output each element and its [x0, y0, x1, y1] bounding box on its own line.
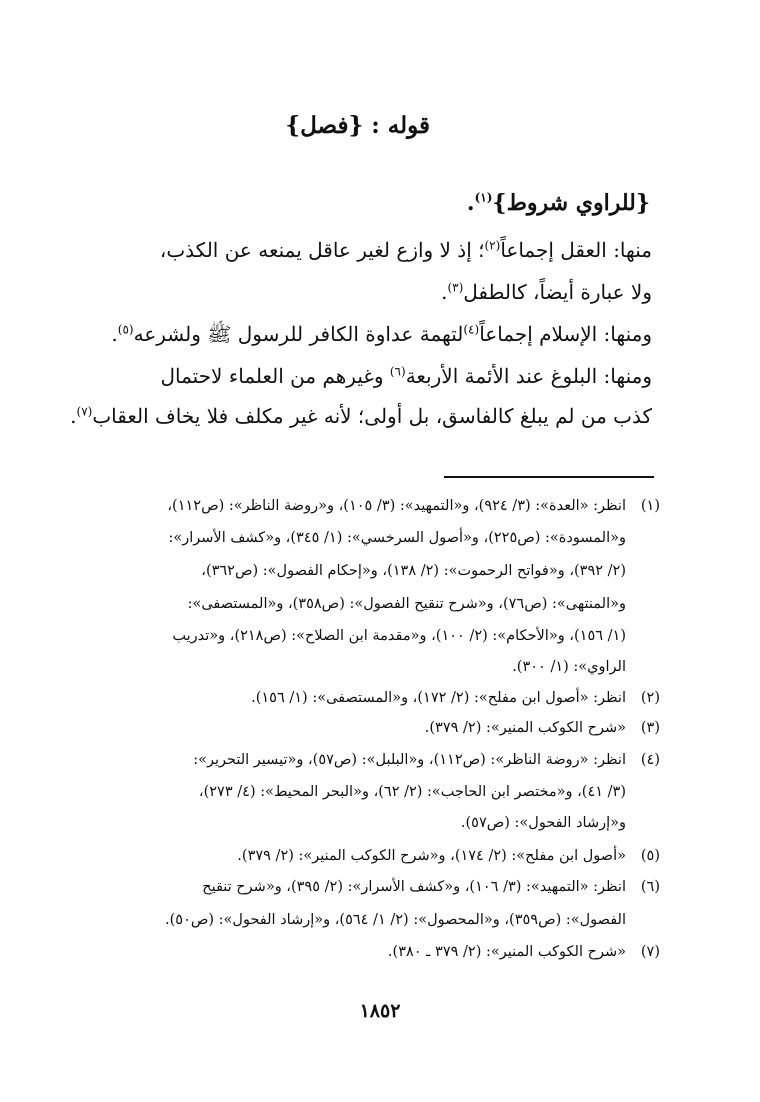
footnote-line: و«إرشاد الفحول»: (ص٥٧). [460, 815, 626, 831]
footnote-line: «شرح الكوكب المنير»: (٢/ ٣٧٩). [424, 720, 626, 736]
footnote-line: (٢/ ٣٩٢)، و«فواتح الرحموت»: (٢/ ١٣٨)، و«إحكام الفصول»: (ص٣٦٢)، [201, 563, 626, 579]
body-line [100, 238, 652, 262]
footnote-number: (٢) [640, 690, 660, 706]
body-text: لتهمة عداوة الكافر للرسول ﷺ ولشرعه [133, 322, 464, 346]
footnote-ref: (٧) [76, 404, 93, 419]
body-text: منها: العقل إجماعاً [500, 238, 652, 262]
footnote-number: (١) [640, 498, 660, 514]
footnote-line: الراوي»: (١/ ٣٠٠). [512, 659, 626, 675]
body-line [100, 280, 652, 304]
page-number: ١٨٥٢ [359, 1000, 401, 1022]
footnote-ref: (٤) [463, 322, 480, 337]
footnote-number: (٣) [640, 720, 660, 736]
footnote-line: انظر: «روضة الناظر»: (ص١١٢)، و«البلبل»: (ص٥٧)، و«تيسير التحرير»: [193, 752, 626, 768]
footnote-number: (٧) [640, 944, 660, 960]
footnote-separator [444, 476, 654, 478]
footnote-line: انظر: «العدة»: (٣/ ٩٢٤)، و«التمهيد»: (٣/ ١٠٥)، و«روضة الناظر»: (ص١١٢)، [167, 498, 626, 514]
subheading-text: {للراوي شروط} [492, 190, 650, 216]
section-subheading [150, 190, 650, 216]
body-text: . [441, 280, 448, 304]
footnote-ref: (٥) [117, 322, 134, 337]
footnote-line: الفصول»: (ص٣٥٩)، و«المحصول»: (٢/ ١/ ٥٦٤)، و«إرشاد الفحول»: (ص٥٠). [165, 912, 626, 928]
body-text: . [70, 404, 77, 428]
footnote-line: «أصول ابن مفلح»: (٢/ ١٧٤)، و«شرح الكوكب المنير»: (٢/ ٣٧٩). [237, 848, 626, 864]
footnote-line: و«المسودة»: (ص٢٢٥)، و«أصول السرخسي»: (١/ ٣٤٥)، و«كشف الأسرار»: [168, 530, 626, 546]
body-text: ومنها: الإسلام إجماعاً [479, 322, 652, 346]
footnote-line: و«المنتهى»: (ص٧٦)، و«شرح تنقيح الفصول»: (ص٣٥٨)، و«المستصفى»: [187, 596, 626, 612]
footnote-line: انظر: «أصول ابن مفلح»: (٢/ ١٧٢)، و«المستصفى»: (١/ ١٥٦). [251, 690, 626, 706]
section-heading: قوله : {فصل} [285, 112, 430, 139]
body-text: كذب من لم يبلغ كالفاسق، بل أولى؛ لأنه غير مكلف فلا يخاف العقاب [92, 404, 652, 428]
body-text: ولا عبارة أيضاً، كالطفل [463, 280, 652, 304]
footnote-number: (٤) [640, 752, 660, 768]
subheading-end: . [466, 190, 475, 216]
body-line [100, 322, 652, 351]
footnote-ref: (٦) [389, 364, 406, 379]
footnote-number: (٦) [640, 879, 660, 895]
footnote-ref: (٣) [447, 280, 464, 295]
footnote-line: (٣/ ٤١)، و«مختصر ابن الحاجب»: (٢/ ٦٢)، و«البحر المحيط»: (٤/ ٢٧٣)، [198, 784, 626, 800]
footnote-line: انظر: «التمهيد»: (٣/ ١٠٦)، و«كشف الأسرار»: (٢/ ٣٩٥)، و«شرح تنقيح [202, 879, 626, 895]
footnote-number: (٥) [640, 848, 660, 864]
footnote-ref: (٢) [484, 238, 501, 253]
footnote-line: «شرح الكوكب المنير»: (٢/ ٣٧٩ ـ ٣٨٠). [387, 944, 626, 960]
body-text: ؛ إذ لا وازع لغير عاقل يمنعه عن الكذب، [159, 238, 485, 262]
body-text: ومنها: البلوغ عند الأئمة الأربعة [405, 364, 652, 388]
body-line [70, 404, 652, 428]
footnote-ref: (١) [474, 190, 493, 205]
body-line [100, 364, 652, 388]
body-text: . [111, 322, 118, 346]
footnote-line: (١/ ١٥٦)، و«الأحكام»: (٢/ ١٠٠)، و«مقدمة ابن الصلاح»: (ص٢١٨)، و«تدريب [172, 628, 626, 644]
body-text: وغيرهم من العلماء لاحتمال [160, 364, 390, 388]
